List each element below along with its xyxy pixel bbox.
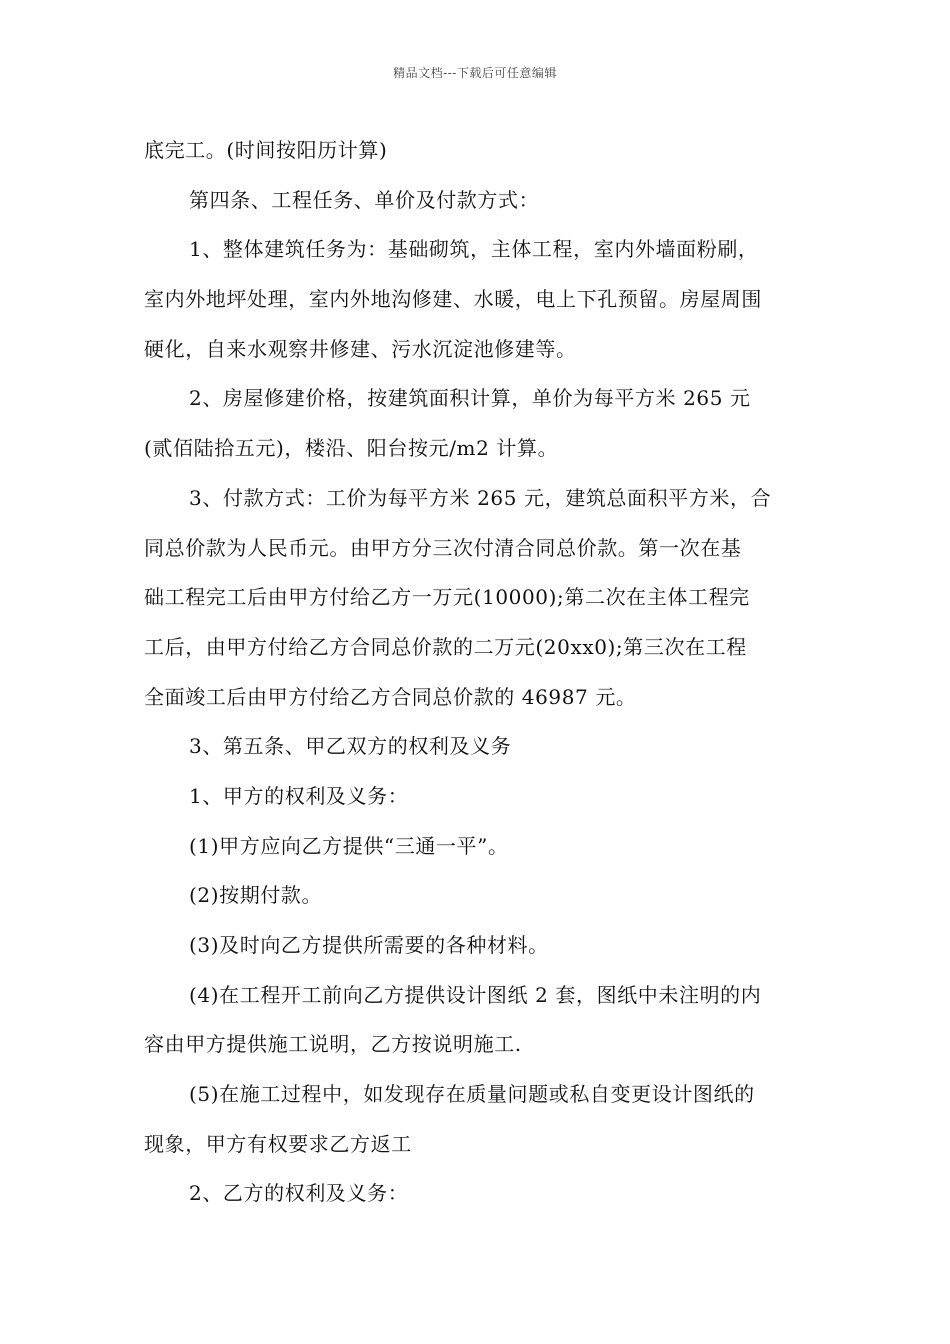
text-line: 础工程完工后由甲方付给乙方一万元(10000);第二次在主体工程完 [144, 585, 750, 610]
list-item: (3)及时向乙方提供所需要的各种材料。 [189, 933, 549, 957]
text-line: 工后，由甲方付给乙方合同总价款的二万元(20xx0);第三次在工程 [144, 634, 747, 659]
text-line: 2、房屋修建价格，按建筑面积计算，单价为每平方米 265 元 [189, 386, 751, 411]
section-heading: 第四条、工程任务、单价及付款方式： [189, 187, 540, 212]
text-line: 全面竣工后由甲方付给乙方合同总价款的 46987 元。 [144, 684, 637, 709]
text-line: 容由甲方提供施工说明，乙方按说明施工. [144, 1032, 522, 1057]
subsection-heading: 2、乙方的权利及义务： [189, 1181, 409, 1206]
text-line: 底完工。(时间按阳历计算) [144, 138, 388, 162]
list-item: (1)甲方应向乙方提供“三通一平”。 [189, 833, 509, 858]
text-line: 室内外地坪处理，室内外地沟修建、水暖，电上下孔预留。房屋周围 [144, 287, 762, 312]
page-header: 精品文档---下载后可任意编辑 [393, 66, 557, 80]
list-item: (2)按期付款。 [189, 883, 323, 908]
subsection-heading: 1、甲方的权利及义务： [189, 783, 409, 808]
section-heading: 3、第五条、甲乙双方的权利及义务 [189, 734, 512, 759]
text-line: 3、付款方式：工价为每平方米 265 元，建筑总面积平方米，合 [189, 485, 772, 510]
text-line: 现象，甲方有权要求乙方返工 [144, 1131, 412, 1156]
document-body [144, 126, 810, 1219]
text-line: (贰佰陆拾五元)，楼沿、阳台按元/m2 计算。 [144, 436, 559, 461]
list-item: (4)在工程开工前向乙方提供设计图纸 2 套，图纸中未注明的内 [189, 982, 762, 1007]
text-line: 同总价款为人民币元。由甲方分三次付清合同总价款。第一次在基 [144, 535, 742, 560]
text-line: 硬化，自来水观察井修建、污水沉淀池修建等。 [144, 336, 577, 361]
list-item: (5)在施工过程中，如发现存在质量问题或私自变更设计图纸的 [189, 1082, 755, 1107]
text-line: 1、整体建筑任务为：基础砌筑，主体工程，室内外墙面粉刷， [189, 237, 759, 262]
